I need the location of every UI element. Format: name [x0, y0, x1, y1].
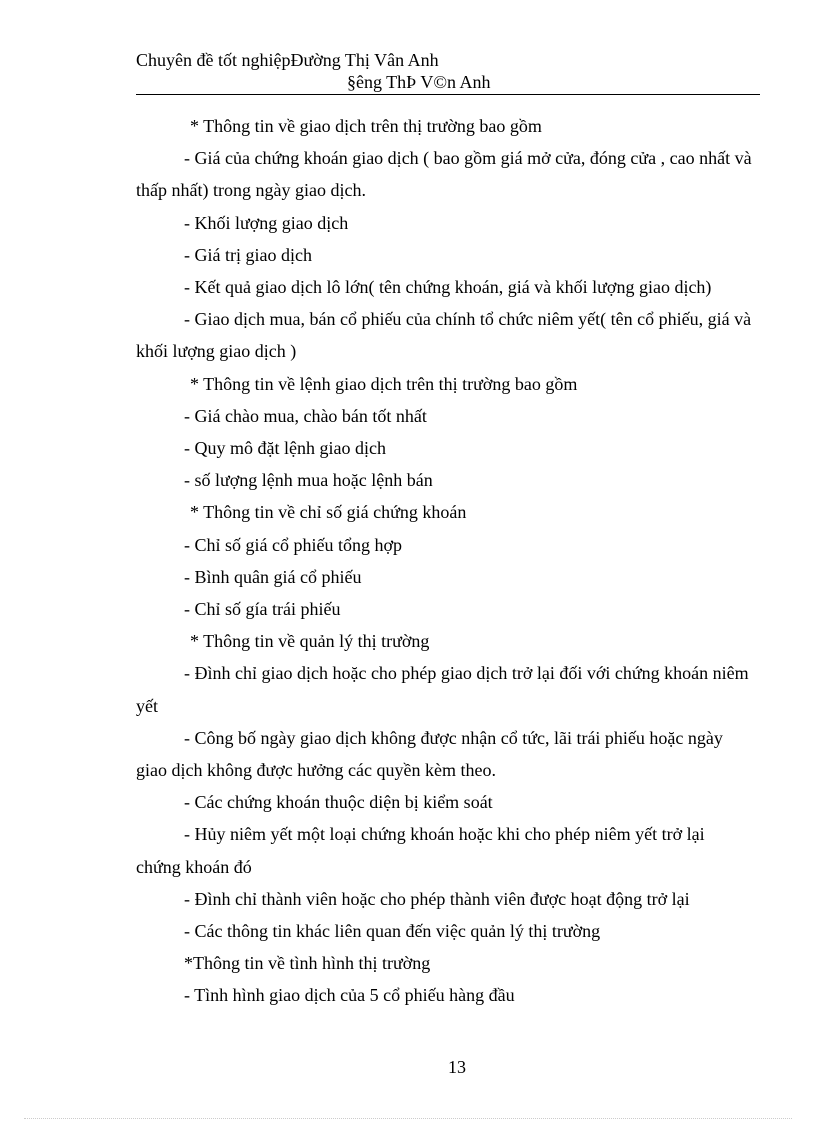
paragraph: - Kết quả giao dịch lô lớn( tên chứng khoán, giá và khối lượng giao dịch) — [184, 277, 712, 298]
paragraph: - Giá của chứng khoán giao dịch ( bao gồm giá mở cửa, đóng cửa , cao nhất và thấp nhất) trong ngày giao dịch. — [136, 148, 752, 201]
paragraph: - Chỉ số giá cổ phiếu tổng hợp — [184, 534, 402, 555]
paragraph: - Tình hình giao dịch của 5 cổ phiếu hàng đầu — [184, 985, 515, 1006]
page-number: 13 — [448, 1057, 466, 1077]
header-author-garbled: §êng ThÞ V©n Anh — [347, 72, 491, 92]
section-heading: *Thông tin về tình hình thị trường — [184, 953, 431, 974]
paragraph: - Quy mô đặt lệnh giao dịch — [184, 438, 386, 459]
paragraph: - Giao dịch mua, bán cổ phiếu của chính tổ chức niêm yết( tên cổ phiếu, giá và khối lượng giao dịch ) — [136, 309, 752, 362]
paragraph: - Giá chào mua, chào bán tốt nhất — [184, 405, 427, 426]
section-heading: * Thông tin về quản lý thị trường — [190, 631, 430, 652]
paragraph: - Các thông tin khác liên quan đến việc quản lý thị trường — [184, 921, 601, 942]
section-heading: * Thông tin về chỉ số giá chứng khoán — [190, 502, 467, 523]
paragraph: - Bình quân giá cổ phiếu — [184, 566, 362, 587]
paragraph: - Giá trị giao dịch — [184, 244, 312, 265]
page-bottom-divider — [24, 1118, 792, 1119]
paragraph: - Đình chỉ thành viên hoặc cho phép thành viên được hoạt động trở lại — [184, 888, 690, 909]
paragraph: - Các chứng khoán thuộc diện bị kiểm soát — [184, 792, 493, 813]
header-title: Chuyên đề tốt nghiệpĐường Thị Vân Anh — [136, 50, 439, 70]
paragraph: - Khối lượng giao dịch — [184, 212, 349, 233]
paragraph: - số lượng lệnh mua hoặc lệnh bán — [184, 470, 433, 491]
paragraph: - Đình chỉ giao dịch hoặc cho phép giao dịch trở lại đối với chứng khoán niêm yết — [136, 663, 749, 716]
running-header — [136, 48, 760, 95]
paragraph: - Chỉ số gía trái phiếu — [184, 599, 341, 620]
body-text — [136, 110, 752, 1012]
section-heading: * Thông tin về lệnh giao dịch trên thị trường bao gồm — [190, 373, 578, 394]
paragraph: - Hủy niêm yết một loại chứng khoán hoặc khi cho phép niêm yết trở lại chứng khoán đó — [136, 824, 705, 877]
section-heading: * Thông tin về giao dịch trên thị trường bao gồm — [190, 116, 542, 136]
paragraph: - Công bố ngày giao dịch không được nhận cổ tức, lãi trái phiếu hoặc ngày giao dịch không được hưởng các quyền kèm theo. — [136, 727, 723, 781]
